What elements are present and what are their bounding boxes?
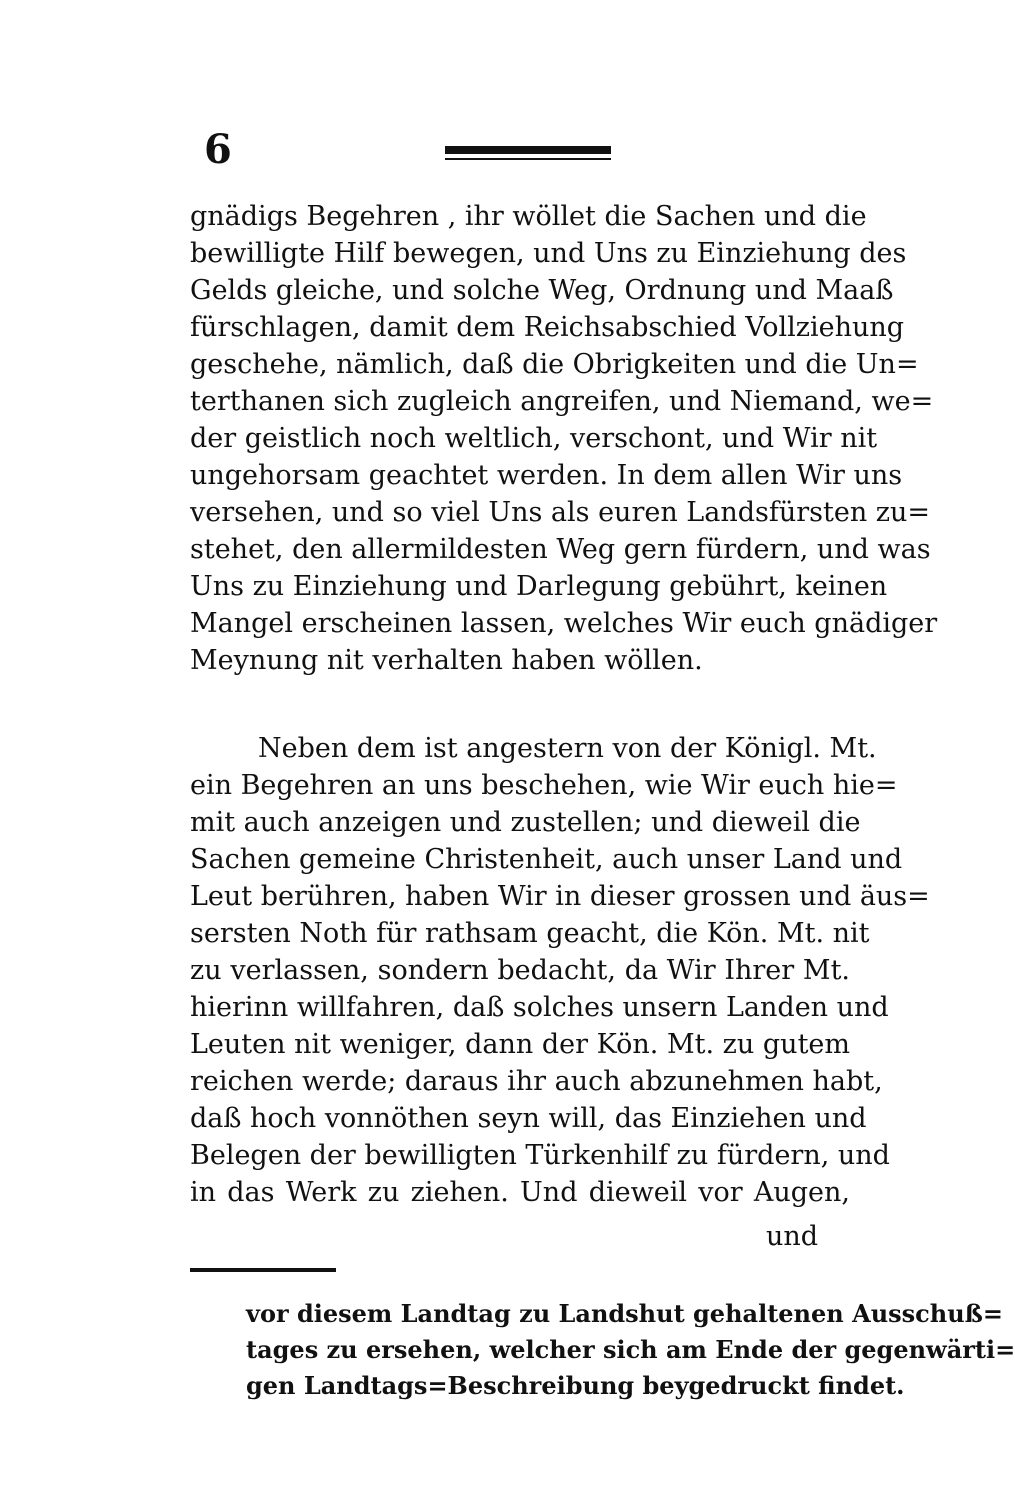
text-line: Sachen gemeine Christenheit, auch unser Land und	[190, 844, 903, 875]
text-line: fürschlagen, damit dem Reichsabschied Vollziehung	[190, 312, 905, 343]
catchword: und	[766, 1221, 819, 1252]
text-line: bewilligte Hilf bewegen, und Uns zu Einziehung des	[190, 238, 907, 269]
text-line: geschehe, nämlich, daß die Obrigkeiten und die Un=	[190, 349, 919, 380]
paragraph-2	[190, 730, 930, 1211]
text-line: in das Werk zu ziehen. Und dieweil vor Augen,	[190, 1177, 850, 1208]
text-line: versehen, und so viel Uns als euren Landsfürsten zu=	[190, 497, 931, 528]
text-line: Neben dem ist angestern von der Königl. Mt.	[258, 733, 877, 764]
footnote-rule	[190, 1268, 336, 1272]
footnote-line: vor diesem Landtag zu Landshut gehaltenen Ausschuß=	[246, 1299, 1004, 1328]
text-line: ein Begehren an uns beschehen, wie Wir euch hie=	[190, 770, 898, 801]
text-line: gnädigs Begehren , ihr wöllet die Sachen und die	[190, 201, 867, 232]
footnote-line: gen Landtags=Beschreibung beygedruckt findet.	[246, 1371, 905, 1400]
paragraph-1	[190, 198, 938, 679]
text-line: Leuten nit weniger, dann der Kön. Mt. zu gutem	[190, 1029, 850, 1060]
text-line: der geistlich noch weltlich, verschont, und Wir nit	[190, 423, 878, 454]
text-line: hierinn willfahren, daß solches unsern Landen und	[190, 992, 889, 1023]
text-line: zu verlassen, sondern bedacht, da Wir Ihrer Mt.	[190, 955, 850, 986]
text-line: stehet, den allermildesten Weg gern fürdern, und was	[190, 534, 931, 565]
text-line: reichen werde; daraus ihr auch abzunehmen habt,	[190, 1066, 883, 1097]
text-line: Mangel erscheinen lassen, welches Wir euch gnädiger	[190, 608, 938, 639]
footnote-line: tages zu ersehen, welcher sich am Ende der gegenwärti=	[246, 1335, 1015, 1364]
text-line: daß hoch vonnöthen seyn will, das Einziehen und	[190, 1103, 867, 1134]
text-line: ungehorsam geachtet werden. In dem allen Wir uns	[190, 460, 903, 491]
text-line: mit auch anzeigen und zustellen; und dieweil die	[190, 807, 861, 838]
text-line: Leut berühren, haben Wir in dieser grossen und äus=	[190, 881, 930, 912]
footnote	[246, 1296, 1015, 1404]
text-line: Uns zu Einziehung und Darlegung gebührt, keinen	[190, 571, 888, 602]
text-line: Meynung nit verhalten haben wöllen.	[190, 645, 703, 676]
text-line: sersten Noth für rathsam geacht, die Kön. Mt. nit	[190, 918, 870, 949]
text-line: terthanen sich zugleich angreifen, und Niemand, we=	[190, 386, 934, 417]
text-line: Gelds gleiche, und solche Weg, Ordnung und Maaß	[190, 275, 894, 306]
text-line: Belegen der bewilligten Türkenhilf zu fürdern, und	[190, 1140, 890, 1171]
header-rule	[445, 146, 611, 154]
page-number: 6	[204, 126, 232, 173]
